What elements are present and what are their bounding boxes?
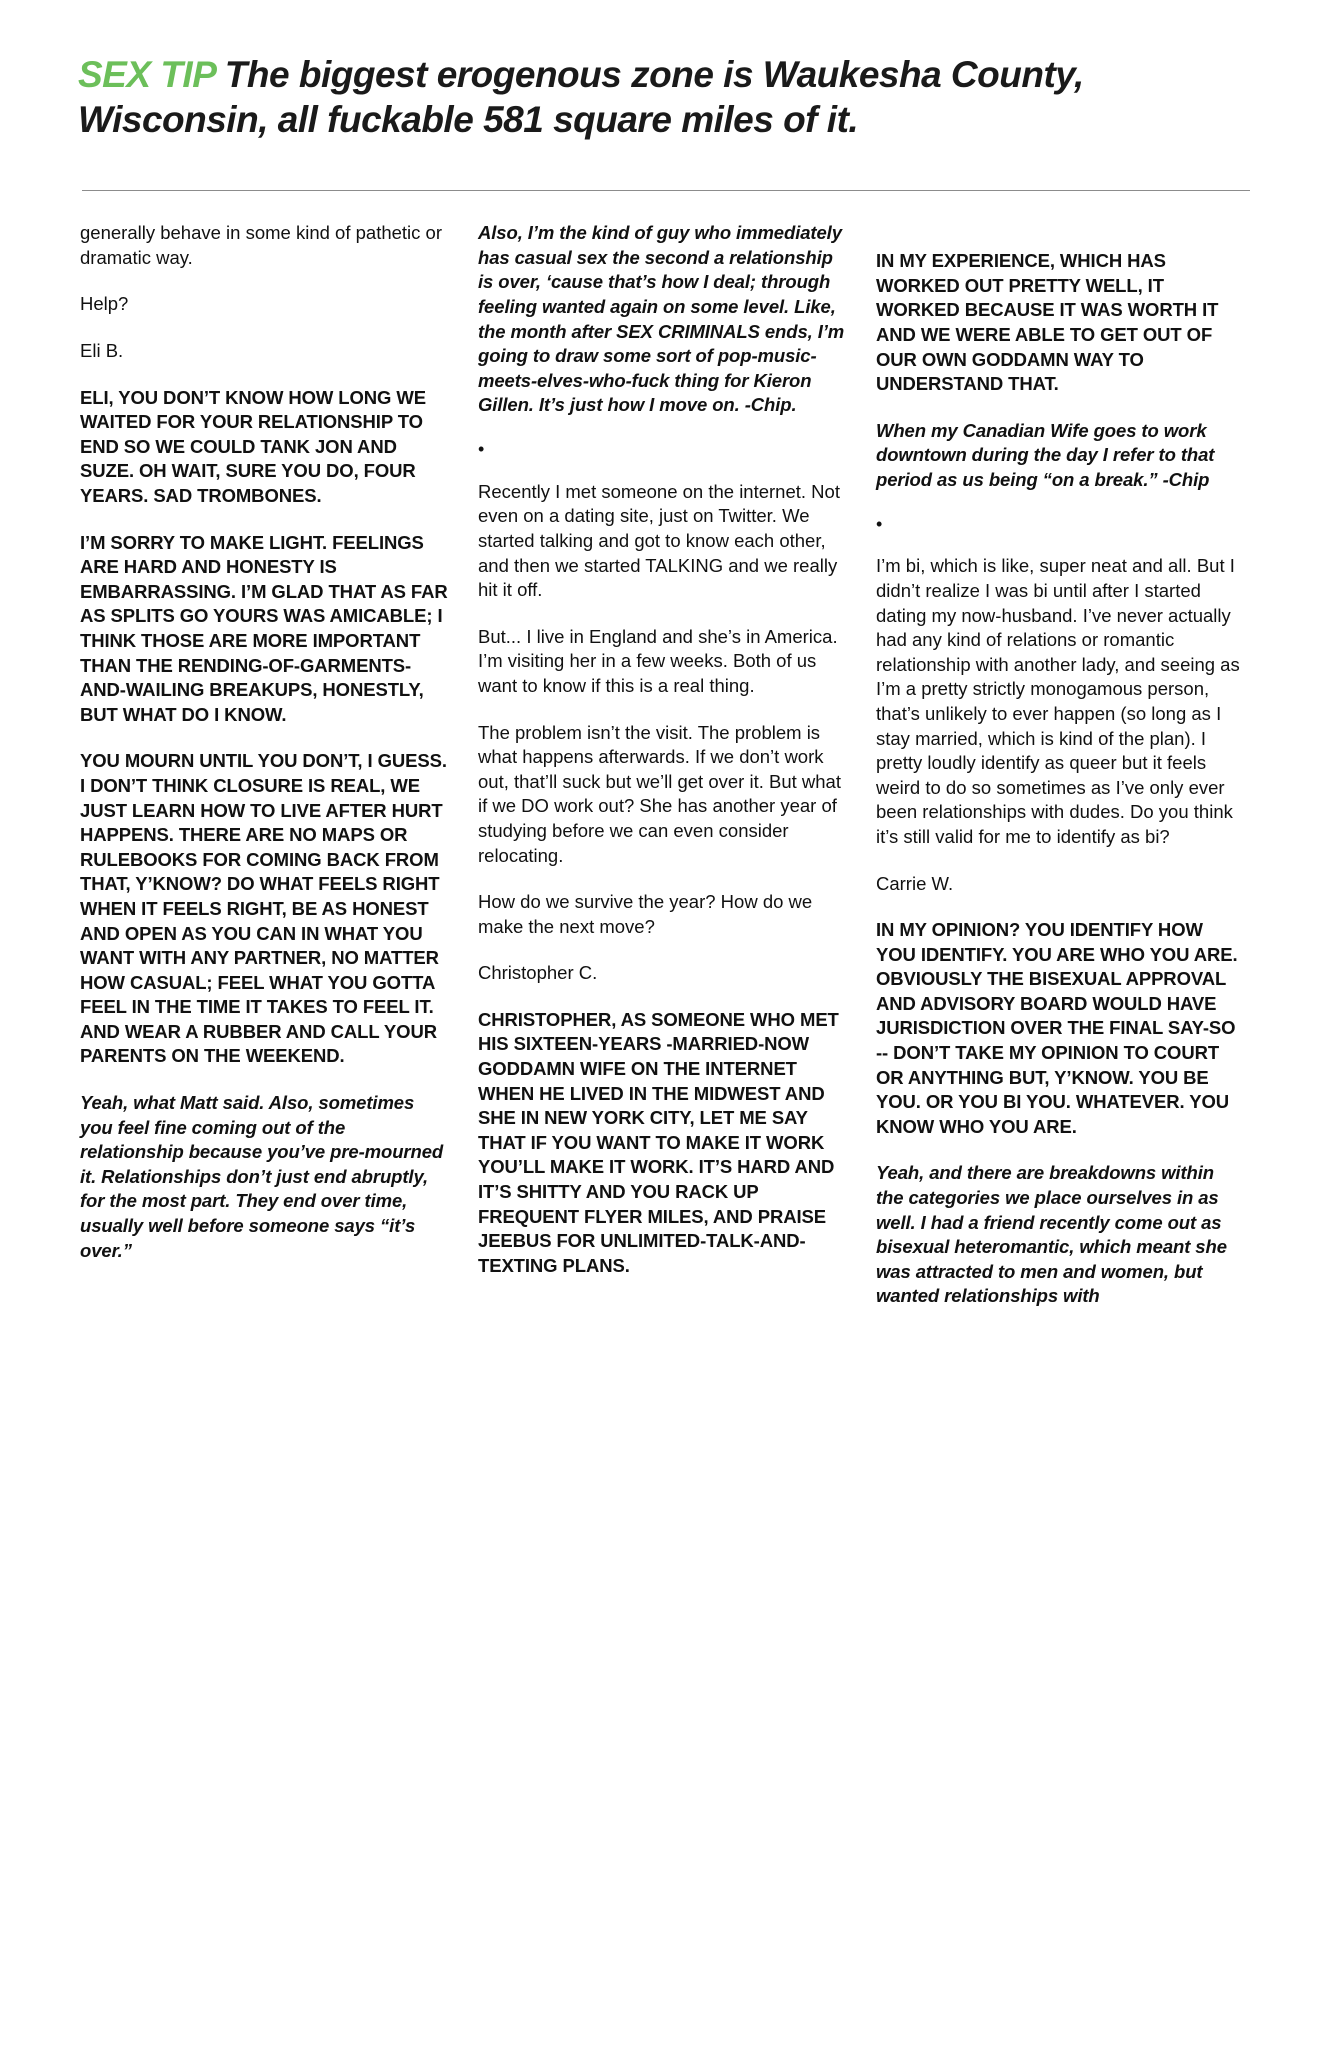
column-left <box>80 221 448 1309</box>
section-bullet: • <box>478 439 485 459</box>
paragraph: How do we survive the year? How do we make the next move? <box>478 891 813 937</box>
column-right <box>876 221 1244 1309</box>
column-middle <box>478 221 846 1309</box>
paragraph: I’m bi, which is like, super neat and all. But I didn’t realize I was bi until after I started dating my now-husband. I’ve never actually had any kind of relations or romantic relationship with another lady, and seeing as I’m a pretty strictly monogamous person, that’s unlikely to ever happen (so long as I stay married, which is kind of the plan). I pretty loudly identify as queer but it feels weird to do so sometimes as I’ve only ever been relationships with dudes. Do you think it’s still valid for me to identify as bi? <box>876 555 1240 847</box>
paragraph: IN MY EXPERIENCE, WHICH HAS WORKED OUT PRETTY WELL, IT WORKED BECAUSE IT WAS WORTH IT AND WE WERE ABLE TO GET OUT OF OUR OWN GODDAMN WAY TO UNDERSTAND THAT. <box>876 250 1219 395</box>
paragraph: IN MY OPINION? YOU IDENTIFY HOW YOU IDENTIFY. YOU ARE WHO YOU ARE. OBVIOUSLY THE BISEXUAL APPROVAL AND ADVISORY BOARD WOULD HAVE JURISDICTION OVER THE FINAL SAY-SO -- DON’T TAKE MY OPINION TO COURT OR ANYTHING BUT, Y’KNOW. YOU BE YOU. OR YOU BI YOU. WHATEVER. YOU KNOW WHO YOU ARE. <box>876 919 1238 1137</box>
paragraph: ELI, YOU DON’T KNOW HOW LONG WE WAITED FOR YOUR RELATIONSHIP TO END SO WE COULD TANK JON AND SUZE. OH WAIT, SURE YOU DO, FOUR YEARS. SAD TROMBONES. <box>80 386 426 506</box>
paragraph: When my Canadian Wife goes to work downtown during the day I refer to that period as us being “on a break.” -Chip <box>876 419 1215 490</box>
article-columns <box>72 221 1260 1309</box>
paragraph: Also, I’m the kind of guy who immediately has casual sex the second a relationship is over, ‘cause that’s how I deal; through feeling wanted again on some level. Like, the month after SEX CRIMINALS ends, I’m going to draw some sort of pop-music-meets-elves-who-fuck thing for Kieron Gillen. It’s just how I move on. -Chip. <box>478 222 845 416</box>
paragraph: Help? <box>80 293 129 315</box>
paragraph: Yeah, what Matt said. Also, sometimes you feel fine coming out of the relationship because you’ve pre-mourned it. Relationships don’t just end abruptly, for the most part. They end over time, usually well before someone says “it’s over.” <box>80 1092 444 1261</box>
paragraph: generally behave in some kind of pathetic or dramatic way. <box>80 222 442 268</box>
paragraph: But... I live in England and she’s in America. I’m visiting her in a few weeks. Both of us want to know if this is a real thing. <box>478 625 838 696</box>
paragraph: Recently I met someone on the internet. Not even on a dating site, just on Twitter. We started talking and got to know each other, and then we started TALKING and we really hit it off. <box>478 480 840 601</box>
page-title <box>78 52 1260 142</box>
header-divider <box>82 190 1250 191</box>
paragraph: The problem isn’t the visit. The problem is what happens afterwards. If we don’t work out, that’ll suck but we’ll get over it. But what if we DO work out? She has another year of studying before we can even consider relocating. <box>478 721 841 866</box>
sex-tip-text: The biggest erogenous zone is Waukesha County, Wisconsin, all fuckable 581 square miles of it. <box>78 54 1084 141</box>
paragraph: YOU MOURN UNTIL YOU DON’T, I GUESS. I DON’T THINK CLOSURE IS REAL, WE JUST LEARN HOW TO LIVE AFTER HURT HAPPENS. THERE ARE NO MAPS OR RULEBOOKS FOR COMING BACK FROM THAT, Y’KNOW? DO WHAT FEELS RIGHT WHEN IT FEELS RIGHT, BE AS HONEST AND OPEN AS YOU CAN IN WHAT YOU WANT WITH ANY PARTNER, NO MATTER HOW CASUAL; FEEL WHAT YOU GOTTA FEEL IN THE TIME IT TAKES TO FEEL IT. AND WEAR A RUBBER AND CALL YOUR PARENTS ON THE WEEKEND. <box>80 750 447 1067</box>
section-bullet: • <box>876 513 883 534</box>
sex-tip-label: SEX TIP <box>78 54 216 95</box>
paragraph: Carrie W. <box>876 872 954 894</box>
paragraph: Christopher C. <box>478 962 598 984</box>
paragraph: I’M SORRY TO MAKE LIGHT. FEELINGS ARE HARD AND HONESTY IS EMBARRASSING. I’M GLAD THAT AS FAR AS SPLITS GO YOURS WAS AMICABLE; I THINK THOSE ARE MORE IMPORTANT THAN THE RENDING-OF-GARMENTS-AND-WAILING BREAKUPS, HONESTLY, BUT WHAT DO I KNOW. <box>80 531 448 725</box>
paragraph: Yeah, and there are breakdowns within the categories we place ourselves in as well. I had a friend recently come out as bisexual heteromantic, which meant she was attracted to men and women, but wanted relationships with <box>876 1162 1227 1307</box>
paragraph: CHRISTOPHER, AS SOMEONE WHO MET HIS SIXTEEN-YEARS -MARRIED-NOW GODDAMN WIFE ON THE INTERNET WHEN HE LIVED IN THE MIDWEST AND SHE IN NEW YORK CITY, LET ME SAY THAT IF YOU WANT TO MAKE IT WORK YOU’LL MAKE IT WORK. IT’S HARD AND IT’S SHITTY AND YOU RACK UP FREQUENT FLYER MILES, AND PRAISE JEEBUS FOR UNLIMITED-TALK-AND-TEXTING PLANS. <box>478 1008 839 1276</box>
paragraph: Eli B. <box>80 340 124 362</box>
